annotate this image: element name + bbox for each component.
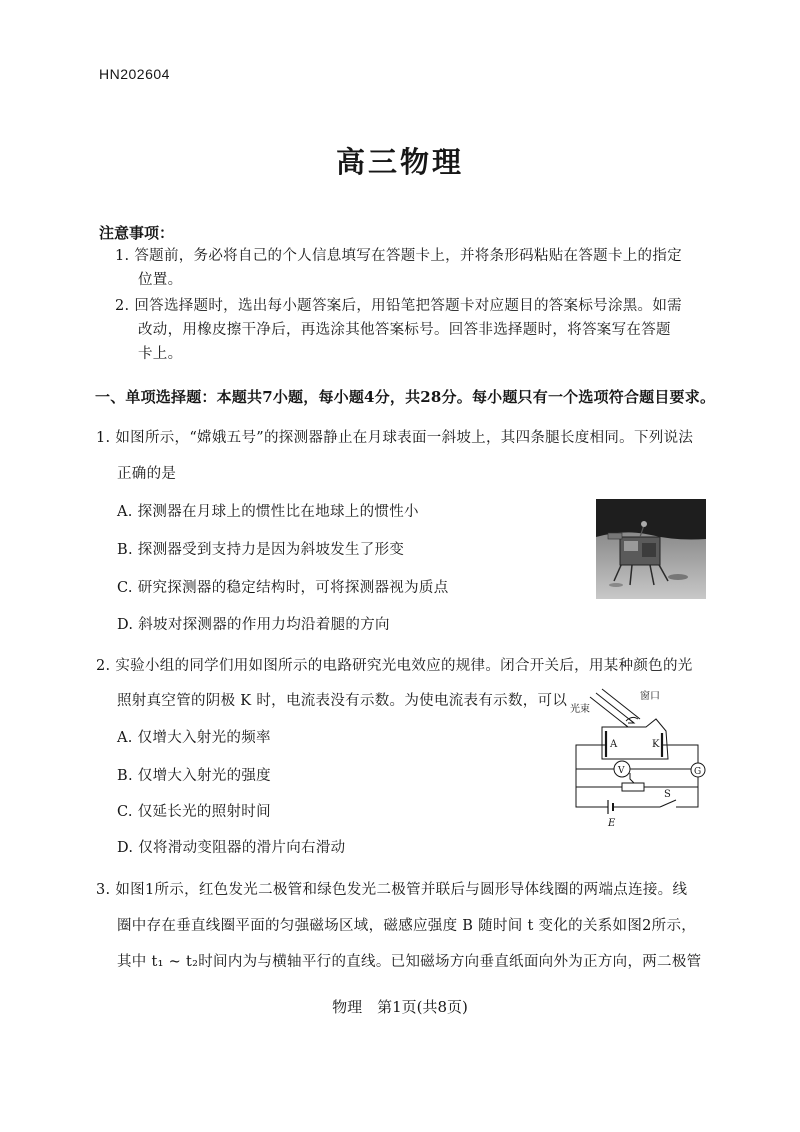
question-2-stem-line-1: 2. 实验小组的同学们用如图所示的电路研究光电效应的规律。闭合开关后，用某种颜色的光 [96, 658, 693, 674]
page-title: 高三物理 [335, 145, 464, 179]
page-footer: 物理 第1页(共8页) [332, 998, 468, 1016]
question-1-stem-line-1: 1. 如图所示，“嫦娥五号”的探测器静止在月球表面一斜坡上，其四条腿长度相同。下列说法 [96, 430, 694, 446]
question-2-stem-line-2: 照射真空管的阴极 K 时，电流表没有示数。为使电流表有示数，可以 [117, 693, 568, 709]
question-2-option-c: C. 仅延长光的照射时间 [117, 804, 271, 820]
photoelectric-circuit-diagram [568, 687, 710, 833]
question-3-stem-line-1: 3. 如图1所示，红色发光二极管和绿色发光二极管并联后与圆形导体线圈的两端点连接。线 [96, 882, 688, 898]
question-2-option-b: B. 仅增大入射光的强度 [117, 768, 271, 784]
lunar-lander-photo [596, 499, 706, 599]
note-1-line-2: 位置。 [138, 272, 183, 288]
question-1-option-a: A. 探测器在月球上的惯性比在地球上的惯性小 [117, 504, 419, 520]
note-2-line-3: 卡上。 [138, 346, 183, 362]
question-2-option-a: A. 仅增大入射光的频率 [117, 730, 271, 746]
battery-label: E [608, 818, 616, 829]
question-1-option-c: C. 研究探测器的稳定结构时，可将探测器视为质点 [117, 580, 449, 596]
question-3-stem-line-2: 圈中存在垂直线圈平面的匀强磁场区域，磁感应强度 B 随时间 t 变化的关系如图2所示， [117, 918, 697, 934]
question-1-option-d: D. 斜坡对探测器的作用力均沿着腿的方向 [117, 617, 390, 633]
window-label: 窗口 [640, 691, 660, 702]
anode-label: A [610, 739, 618, 750]
note-2-line-1: 2. 回答选择题时，选出每小题答案后，用铅笔把答题卡对应题目的答案标号涂黑。如需 [115, 298, 682, 314]
notes-heading: 注意事项： [99, 224, 175, 242]
note-2-line-2: 改动，用橡皮擦干净后，再选涂其他答案标号。回答非选择题时，将答案写在答题 [138, 322, 671, 338]
question-2-option-d: D. 仅将滑动变阻器的滑片向右滑动 [117, 840, 346, 856]
switch-label: S [664, 789, 671, 800]
question-1-stem-line-2: 正确的是 [117, 466, 177, 482]
section-heading: 一、单项选择题：本题共7小题，每小题4分，共28分。每小题只有一个选项符合题目要求。 [95, 388, 716, 406]
galvanometer-label: G [694, 767, 702, 777]
cathode-label: K [652, 739, 660, 750]
voltmeter-label: V [618, 766, 625, 776]
note-1-line-1: 1. 答题前，务必将自己的个人信息填写在答题卡上，并将条形码粘贴在答题卡上的指定 [115, 248, 682, 264]
question-1-option-b: B. 探测器受到支持力是因为斜坡发生了形变 [117, 542, 405, 558]
question-3-stem-line-3: 其中 t₁ ~ t₂时间内为与横轴平行的直线。已知磁场方向垂直纸面向外为正方向，两二极管 [117, 954, 702, 970]
beam-label: 光束 [570, 704, 590, 715]
document-code: HN202604 [99, 66, 170, 82]
